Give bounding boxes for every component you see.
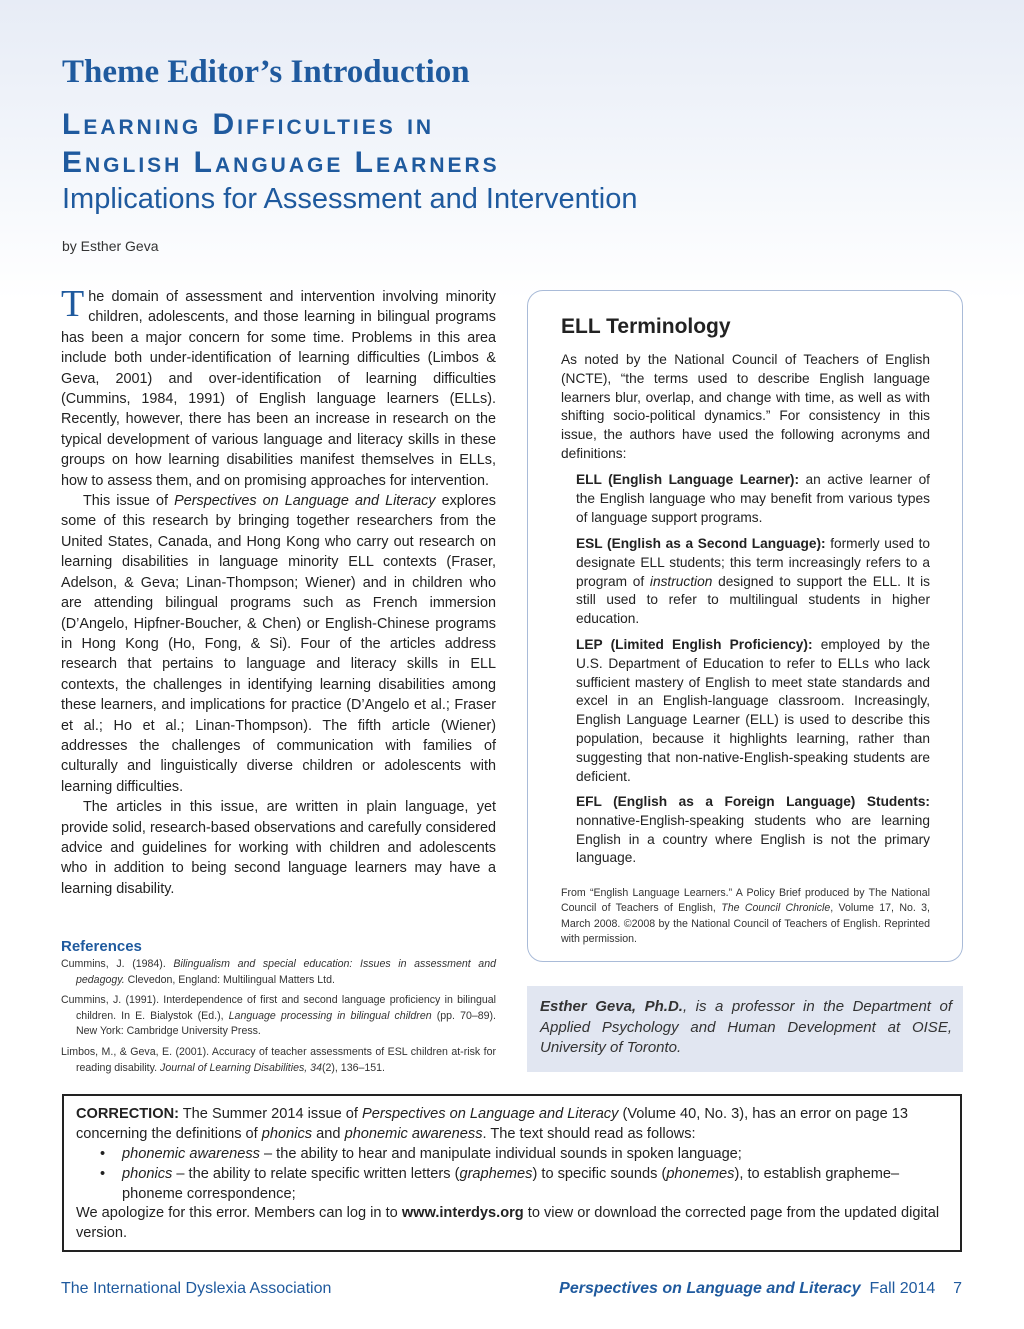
paragraph-2 [61, 491, 496, 797]
reference-italic: Bilingualism and special education: Issues in assessment and pedagogy. [76, 958, 496, 986]
definition-text: formerly used to designate ELL students; this term increasingly refers to a program of [576, 536, 931, 589]
paragraph-1 [61, 283, 496, 491]
page-title: Theme Editor’s Introduction [62, 54, 470, 90]
reference-italic: Journal of Learning Disabilities, 34 [160, 1061, 322, 1074]
article-title-line1: Learning Difficulties in [62, 108, 435, 141]
correction-bullet-2 [122, 1165, 948, 1204]
definition-text: employed by the U.S. Department of Education to refer to ELLs who lack sufficient mastery of English to meet state standards and excel in an English-language classroom. Increasingly, English Language Learner (ELL) is used to describe this population, because it highlights learning, rather than suggesting that non-native-English-speaking students are deficient. [576, 637, 930, 784]
author-bio [540, 997, 952, 1059]
reference-text: Cummins, J. (1984). [61, 958, 174, 970]
bullet-italic: graphemes [459, 1166, 533, 1182]
correction-italic: Perspectives on Language and Literacy [362, 1106, 619, 1122]
drop-cap: T [61, 283, 85, 325]
definition-lep [576, 636, 930, 786]
journal-title: Perspectives on Language and Literacy [174, 493, 436, 510]
bullet-text: – the ability to hear and manipulate individual sounds in spoken language; [259, 1146, 742, 1162]
definition-ell [576, 471, 930, 527]
definition-text: an active learner of the English language who may benefit from various types of language support programs. [576, 472, 930, 525]
paragraph-2-text-b: explores some of this research by bringing together researchers from the United States, Canada, and Hong Kong who carry out research on learning disabilities in language minority ELL contexts (Fraser, Adelson, & Geva; Linan-Thompson; Wiener) and in children who are attending bilingual programs such as French immersion (D’Angelo, Hipfner-Boucher, & Chen) or English-Chinese programs in Hong Kong (Ho, Fong, & Si). Four of the articles address research that pertains to language and literacy skills in ELL contexts, the challenges in identifying learning disabilities among these learners, and implications for practice (D’Angelo et al.; Fraser et al.; Ho et al.; Linan-Thompson). The fifth article (Wiener) addresses the challenges of communication with families of culturally and linguistically diverse children or adolescents with learning difficulties. [61, 493, 496, 795]
correction-intro [76, 1105, 948, 1144]
bullet-italic: phonemes [666, 1166, 735, 1182]
correction-apology [76, 1204, 948, 1243]
apology-text: to view or download the corrected page from the updated digital version. [76, 1205, 940, 1241]
correction-bullet-1 [122, 1145, 948, 1165]
source-text: , Volume 17, No. 3, March 2008. ©2008 by the National Council of Teachers of English. Reprinted with permission. [561, 902, 930, 946]
definition-text: designed to support the ELL. It is still used to refer to multilingual students in higher education. [576, 573, 930, 627]
paragraph-2-text-a: This issue of [83, 493, 175, 510]
correction-label: CORRECTION: [76, 1106, 179, 1122]
footer-journal-info [559, 1280, 962, 1298]
correction-text: (Volume 40, No. 3), has an error on page 13 concerning the definitions of [76, 1106, 909, 1142]
reference-italic: Language processing in bilingual children [228, 1009, 432, 1022]
reference-item [61, 993, 496, 1040]
bullet-text: – the ability to relate specific written letters ( [172, 1166, 460, 1182]
definition-efl [576, 793, 930, 868]
definition-italic: instruction [649, 573, 713, 589]
term-esl: ESL (English as a Second Language): [576, 536, 826, 551]
correction-italic: phonics [261, 1125, 313, 1142]
definition-text: nonnative-English-speaking students who are learning English in a country where English is not the primary language. [576, 812, 930, 866]
correction-text: and [312, 1125, 345, 1142]
article-title-line2: English Language Learners [62, 146, 500, 179]
definition-esl [576, 535, 930, 629]
reference-text: (pp. 70–89). New York: Cambridge University Press. [76, 1009, 496, 1037]
correction-text: The Summer 2014 issue of [178, 1106, 363, 1122]
bullet-glyph: • [100, 1146, 106, 1162]
article-body [61, 283, 496, 899]
sidebar-intro: As noted by the National Council of Teachers of English (NCTE), “the terms used to describe English language learners blur, overlap, and change with time, as well as with shifting socio-political dynamics.” For consistency in this issue, the authors have used the following acronyms and definitions: [561, 352, 930, 461]
reference-text: Cummins, J. (1991). Interdependence of first and second language proficiency in bilingual children. In E. Bialystok (Ed.), [61, 994, 496, 1022]
article-subtitle: Implications for Assessment and Intervention [62, 183, 638, 215]
byline: by Esther Geva [62, 238, 159, 254]
interdys-link[interactable]: www.interdys.org [401, 1205, 524, 1221]
term-lep: LEP (Limited English Proficiency): [576, 637, 813, 652]
references-heading: References [61, 938, 142, 955]
bullet-glyph: • [100, 1166, 106, 1182]
apology-text: We apologize for this error. Members can log in to [76, 1205, 402, 1221]
bullet-text: ) to specific sounds ( [532, 1166, 667, 1182]
source-text: From “English Language Learners.” A Policy Brief produced by The National Council of Teachers of English, [561, 887, 930, 915]
correction-text: . The text should read as follows: [482, 1125, 696, 1142]
term-ell: ELL (English Language Learner): [576, 472, 800, 487]
sidebar-title: ELL Terminology [561, 315, 731, 338]
term-efl: EFL (English as a Foreign Language) Students: [576, 794, 930, 809]
footer-journal: Perspectives on Language and Literacy [559, 1280, 861, 1297]
bullet-term: phonics [122, 1166, 173, 1182]
paragraph-3: The articles in this issue, are written in plain language, yet provide solid, research-based observations and carefully considered advice and guidelines for working with children and adolescents who in addition to being second language learners may have a learning disability. [61, 799, 496, 897]
author-name: Esther Geva, Ph.D. [540, 998, 683, 1015]
reference-item [61, 1045, 496, 1076]
sidebar-source [561, 886, 930, 948]
author-description: , is a professor in the Department of Applied Psychology and Human Development at OISE, University of Toronto. [540, 998, 953, 1056]
source-italic: The Council Chronicle [721, 902, 831, 915]
bullet-text: ), to establish grapheme–phoneme correspondence; [122, 1166, 900, 1202]
paragraph-1-text: he domain of assessment and intervention involving minority children, adolescents, and those learning in bilingual programs has been a major concern for some time. Problems in this area include both under-identification of learning difficulties (Limbos & Geva, 2001) and over-identification of learning difficulties (Cummins, 1984, 1991) of English language learners (ELLs). Recently, however, there has been an increase in research on the typical development of various language and literacy skills in these groups on how learning disabilities manifest themselves in ELLs, how to assess them, and on promising approaches for intervention. [61, 289, 496, 489]
reference-text: Limbos, M., & Geva, E. (2001). Accuracy of teacher assessments of ESL children at-risk for reading disability. [61, 1046, 496, 1074]
reference-item [61, 957, 496, 988]
reference-text: Clevedon, England: Multilingual Matters Ltd. [124, 973, 335, 986]
correction-italic: phonemic awareness [344, 1125, 483, 1142]
page-number: 7 [953, 1280, 962, 1297]
reference-text: (2), 136–151. [321, 1061, 385, 1074]
bullet-term: phonemic awareness [122, 1146, 260, 1162]
footer-issue: Fall 2014 [869, 1280, 936, 1297]
footer-organization: The International Dyslexia Association [61, 1280, 332, 1297]
